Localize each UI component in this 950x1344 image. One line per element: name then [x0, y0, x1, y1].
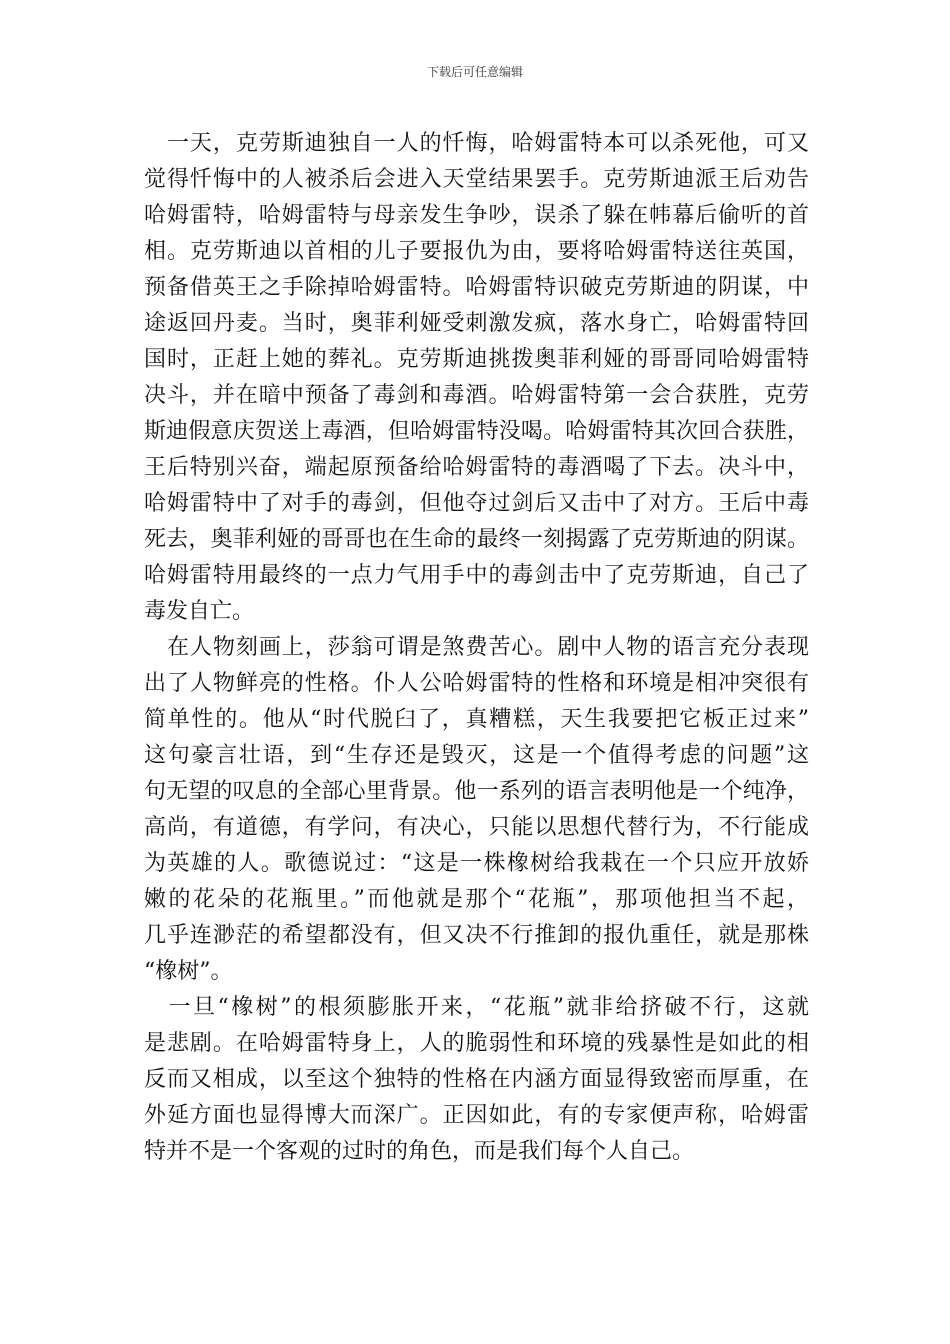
text-line: 是悲剧。在哈姆雷特身上，人的脆弱性和环境的残暴性是如此的相	[144, 1031, 809, 1056]
page-header-note: 下载后可任意编辑	[426, 65, 523, 79]
text-line: 反而又相成，以至这个独特的性格在内涵方面显得致密而厚重，在	[144, 1067, 809, 1092]
text-line: 几乎连渺茫的希望都没有，但又决不行推卸的报仇重任，就是那株	[144, 923, 809, 948]
text-line: 毒发自亡。	[144, 599, 255, 624]
text-line: 特并不是一个客观的过时的角色，而是我们每个人自己。	[144, 1139, 695, 1164]
text-line: “橡树”。	[144, 959, 233, 984]
text-line: 一天，克劳斯迪独自一人的忏悔，哈姆雷特本可以杀死他，可又	[144, 131, 809, 156]
text-line: 预备借英王之手除掉哈姆雷特。哈姆雷特识破克劳斯迪的阴谋，中	[144, 275, 809, 300]
text-line: 为英雄的人。歌德说过：“这是一株橡树给我栽在一个只应开放娇	[144, 851, 809, 876]
text-line: 觉得忏悔中的人被杀后会进入天堂结果罢手。克劳斯迪派王后劝告	[144, 167, 809, 192]
text-line: 一旦“橡树”的根须膨胀开来，“花瓶”就非给挤破不行，这就	[144, 995, 809, 1020]
text-line: 外延方面也显得博大而深广。正因如此，有的专家便声称，哈姆雷	[144, 1103, 809, 1128]
text-line: 途返回丹麦。当时，奥菲利娅受刺激发疯，落水身亡，哈姆雷特回	[144, 311, 809, 336]
paragraph-tragedy-conclusion	[144, 990, 809, 1170]
text-line: 决斗，并在暗中预备了毒剑和毒酒。哈姆雷特第一会合获胜，克劳	[144, 383, 809, 408]
text-line: 在人物刻画上，莎翁可谓是煞费苦心。剧中人物的语言充分表现	[144, 635, 809, 660]
text-line: 这句豪言壮语，到“生存还是毁灭，这是一个值得考虑的问题”这	[144, 743, 809, 768]
text-line: 斯迪假意庆贺送上毒酒，但哈姆雷特没喝。哈姆雷特其次回合获胜，	[144, 419, 809, 444]
text-line: 哈姆雷特用最终的一点力气用手中的毒剑击中了克劳斯迪，自己了	[144, 563, 809, 588]
text-line: 哈姆雷特，哈姆雷特与母亲发生争吵，误杀了躲在帏幕后偷听的首	[144, 203, 809, 228]
paragraph-plot-summary	[144, 126, 809, 630]
text-line: 简单性的。他从“时代脱臼了，真糟糕，天生我要把它板正过来”	[144, 707, 809, 732]
text-line: 哈姆雷特中了对手的毒剑，但他夺过剑后又击中了对方。王后中毒	[144, 491, 809, 516]
text-line: 嫩的花朵的花瓶里。”而他就是那个“花瓶”，那项他担当不起，	[144, 887, 809, 912]
text-line: 出了人物鲜亮的性格。仆人公哈姆雷特的性格和环境是相冲突很有	[144, 671, 809, 696]
text-line: 国时，正赶上她的葬礼。克劳斯迪挑拨奥菲利娅的哥哥同哈姆雷特	[144, 347, 809, 372]
text-line: 高尚，有道德，有学问，有决心，只能以思想代替行为，不行能成	[144, 815, 809, 840]
body-text	[144, 126, 809, 1170]
text-line: 王后特别兴奋，端起原预备给哈姆雷特的毒酒喝了下去。决斗中，	[144, 455, 809, 480]
text-line: 句无望的叹息的全部心里背景。他一系列的语言表明他是一个纯净，	[144, 779, 809, 804]
paragraph-character-analysis	[144, 630, 809, 990]
text-line: 相。克劳斯迪以首相的儿子要报仇为由，要将哈姆雷特送往英国，	[144, 239, 809, 264]
text-line: 死去，奥菲利娅的哥哥也在生命的最终一刻揭露了克劳斯迪的阴谋。	[144, 527, 809, 552]
